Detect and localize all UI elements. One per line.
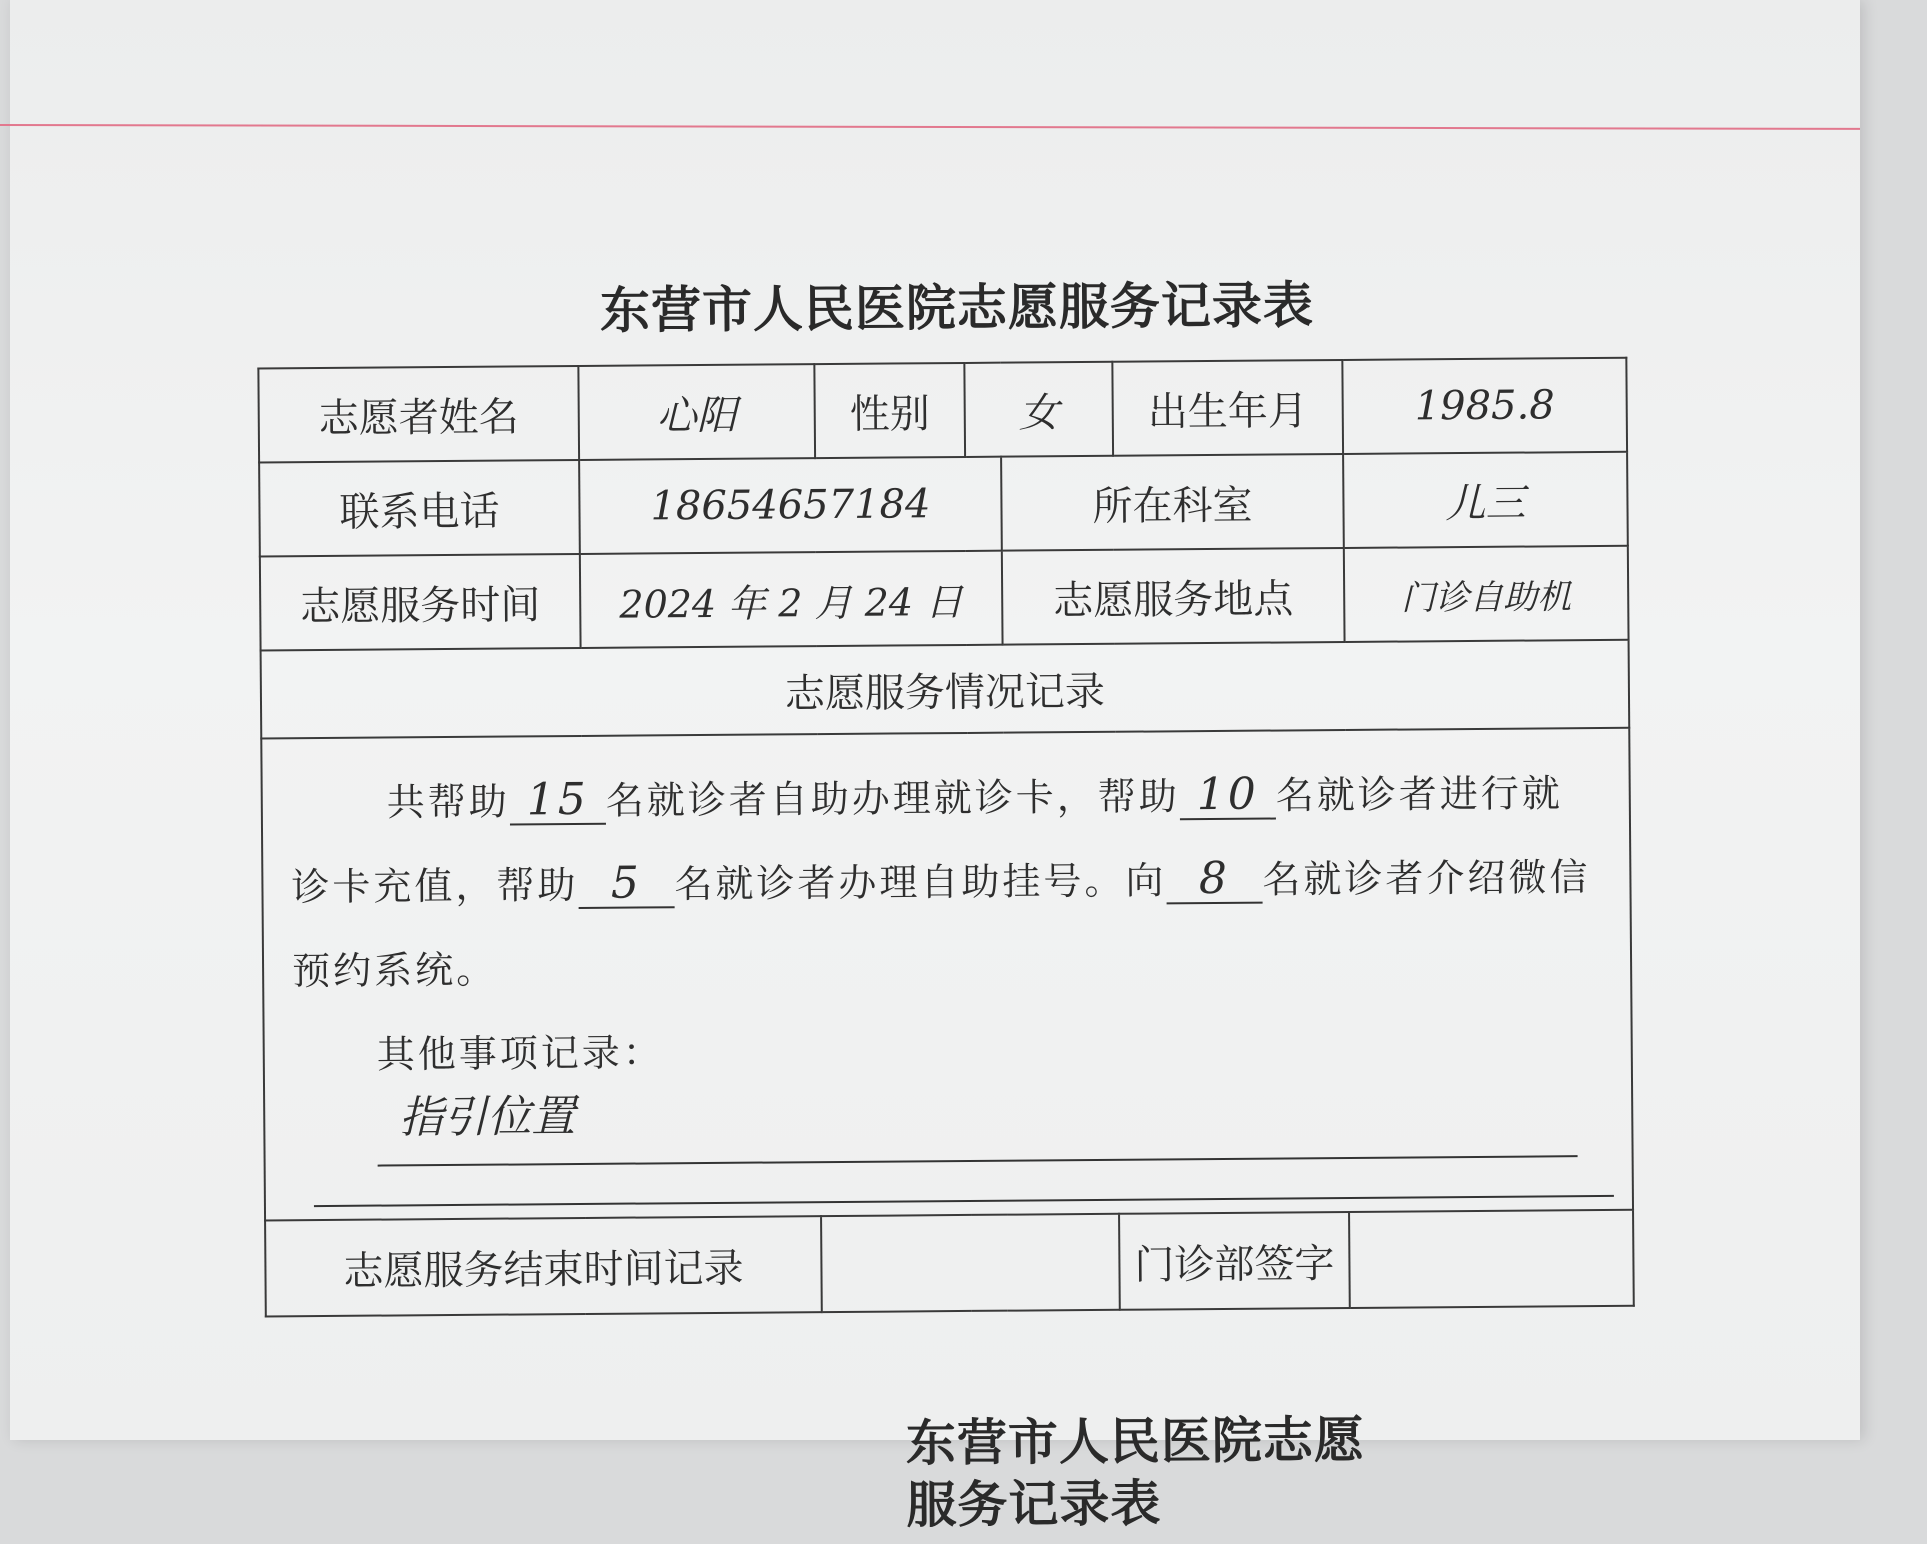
volunteer-name-value[interactable]: 心阳 bbox=[578, 364, 815, 460]
end-time-value[interactable] bbox=[821, 1214, 1120, 1312]
text-segment: 名就诊者办理自助挂号。向 bbox=[674, 858, 1167, 907]
record-table bbox=[257, 357, 1634, 1318]
gender-value[interactable]: 女 bbox=[964, 362, 1113, 457]
text-segment: 名就诊者自助办理就诊卡，帮助 bbox=[605, 774, 1180, 823]
service-record-paragraph bbox=[290, 751, 1602, 1013]
table-row bbox=[261, 728, 1633, 1221]
other-matters-line[interactable] bbox=[377, 1091, 1577, 1166]
blank-writing-line[interactable] bbox=[314, 1195, 1614, 1207]
section-header: 志愿服务情况记录 bbox=[261, 640, 1630, 739]
count-wechat-blank[interactable]: 8 bbox=[1166, 856, 1262, 905]
form-title: 东营市人民医院志愿服务记录表 bbox=[599, 275, 1315, 340]
text-segment: 名就诊者介绍微信预约系统。 bbox=[291, 855, 1591, 994]
count-recharge-blank[interactable]: 10 bbox=[1180, 772, 1276, 821]
service-time-value[interactable]: 2024 年 2 月 24 日 bbox=[580, 551, 1003, 648]
end-time-label: 志愿服务结束时间记录 bbox=[265, 1216, 822, 1316]
service-record-cell bbox=[261, 728, 1633, 1221]
volunteer-name-label: 志愿者姓名 bbox=[258, 366, 579, 463]
text-segment: 名就诊者进行就诊卡充值，帮助 bbox=[291, 771, 1563, 910]
birth-label: 出生年月 bbox=[1112, 360, 1343, 456]
table-row bbox=[260, 546, 1629, 651]
dept-label: 所在科室 bbox=[1001, 454, 1344, 551]
phone-value[interactable]: 18654657184 bbox=[579, 457, 1002, 554]
other-matters-value: 指引位置 bbox=[399, 1091, 576, 1144]
outpatient-sign-label: 门诊部签字 bbox=[1119, 1212, 1350, 1310]
table-row bbox=[258, 358, 1627, 463]
table-row bbox=[259, 452, 1628, 557]
count-cards-blank[interactable]: 15 bbox=[510, 777, 606, 826]
gender-label: 性别 bbox=[814, 363, 965, 458]
birth-value[interactable]: 1985.8 bbox=[1342, 358, 1627, 454]
dept-value[interactable]: 儿三 bbox=[1343, 452, 1628, 548]
count-register-blank[interactable]: 5 bbox=[578, 860, 674, 909]
table-row bbox=[265, 1210, 1634, 1317]
service-record-text bbox=[262, 729, 1632, 1208]
next-page-title-fragment: 东营市人民医院志愿服务记录表 bbox=[905, 1409, 1366, 1535]
service-time-label: 志愿服务时间 bbox=[260, 554, 581, 651]
text-segment: 共帮助 bbox=[386, 779, 510, 825]
service-place-label: 志愿服务地点 bbox=[1002, 548, 1345, 645]
other-matters-label: 其他事项记录： bbox=[376, 1030, 664, 1077]
outpatient-sign-value[interactable] bbox=[1349, 1210, 1634, 1308]
service-place-value[interactable]: 门诊自助机 bbox=[1344, 546, 1629, 642]
table-row bbox=[261, 640, 1630, 739]
phone-label: 联系电话 bbox=[259, 460, 580, 557]
